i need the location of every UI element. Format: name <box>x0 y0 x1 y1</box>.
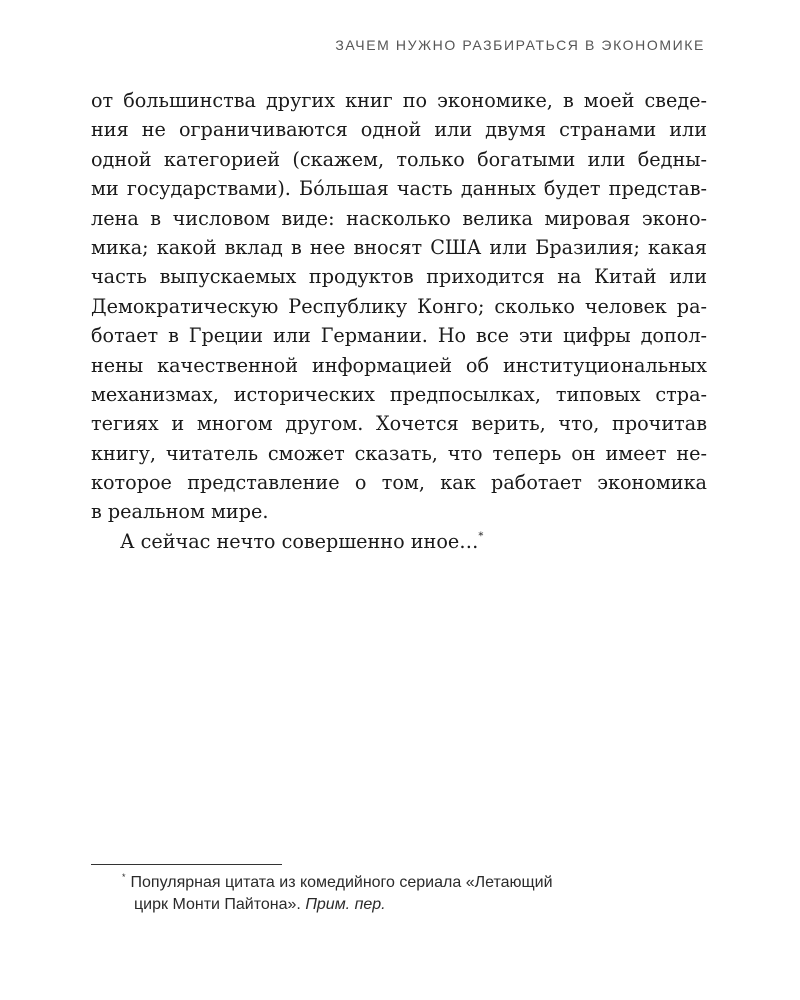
text-line: в реальном мире. <box>91 500 269 524</box>
text-line: нены качественной информацией об институциональных <box>91 353 707 377</box>
text-line: книгу, читатель сможет сказать, что теперь он имеет не- <box>91 441 707 465</box>
text-line: тегиях и многом другом. Хочется верить, что, прочитав <box>91 412 707 436</box>
text-line: часть выпускаемых продуктов приходится на Китай или <box>91 265 707 289</box>
text-line: ми государствами). Бо́льшая часть данных будет представ- <box>91 177 707 201</box>
footnote-divider <box>91 864 282 865</box>
footnote <box>122 872 702 916</box>
footnote-text-2: цирк Монти Пайтона». <box>134 896 306 913</box>
text-line: лена в числовом виде: насколько велика мировая эконо- <box>91 206 707 230</box>
text-line: механизмах, исторических предпосылках, типовых стра- <box>91 382 707 406</box>
paragraph-2-text: А сейчас нечто совершенно иное… <box>120 529 479 553</box>
footnote-translator-note: Прим. пер. <box>305 896 386 913</box>
text-line: ния не ограничиваются одной или двумя странами или <box>91 118 707 142</box>
text-line: которое представление о том, как работает экономика <box>91 471 707 495</box>
text-line: одной категорией (скажем, только богатыми или бедны- <box>91 147 707 171</box>
footnote-line-2 <box>122 894 702 916</box>
footnote-reference[interactable]: * <box>478 530 484 542</box>
footnote-marker: * <box>122 872 126 882</box>
text-line: Демократическую Республику Конго; сколько человек ра- <box>91 294 707 318</box>
paragraph-2 <box>91 527 707 556</box>
body-text <box>91 86 707 556</box>
footnote-text-1: Популярная цитата из комедийного сериала «Летающий <box>130 874 553 891</box>
footnote-line-1 <box>122 872 702 894</box>
text-line: от большинства других книг по экономике, в моей сведе- <box>91 89 707 112</box>
running-header: ЗАЧЕМ НУЖНО РАЗБИРАТЬСЯ В ЭКОНОМИКЕ <box>335 37 705 53</box>
text-line: ботает в Греции или Германии. Но все эти цифры допол- <box>91 324 707 348</box>
text-line: мика; какой вклад в нее вносят США или Бразилия; какая <box>91 235 707 259</box>
